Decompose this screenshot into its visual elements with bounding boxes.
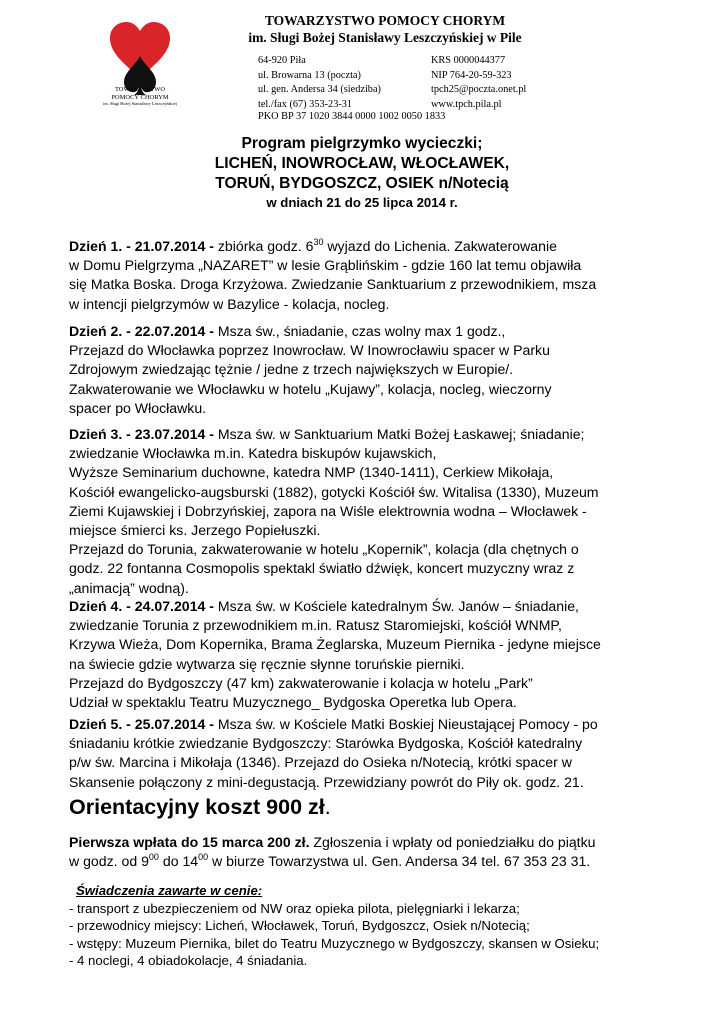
- day-line: Przejazd do Włocławka poprzez Inowrocław. W Inowrocławiu spacer w Parku: [69, 342, 550, 359]
- services-item: - 4 noclegi, 4 obiadokolacje, 4 śniadania.: [69, 953, 308, 968]
- title-line2: LICHEŃ, INOWROCŁAW, WŁOCŁAWEK,: [214, 155, 510, 172]
- day-1-paragraph: [69, 237, 669, 314]
- payment-text: w biurze Towarzystwa ul. Gen. Andersa 34 tel. 67 353 23 31.: [208, 853, 591, 870]
- day-line: śniadaniu krótkie zwiedzanie Bydgoszczy: Starówka Bydgoska, Kościół katedralny: [69, 735, 583, 752]
- title-line3: TORUŃ, BYDGOSZCZ, OSIEK n/Notecią: [215, 175, 509, 192]
- organization-name: [200, 12, 570, 46]
- time-superscript: 30: [313, 237, 324, 247]
- day-5-label: Dzień 5. - 25.07.2014 -: [69, 716, 214, 732]
- day-line: na świecie gdzie wytwarza się ręcznie słynne toruńskie pierniki.: [69, 655, 465, 672]
- page-title: [0, 134, 724, 212]
- logo-caption: [98, 86, 182, 107]
- org-name-line1: TOWARZYSTWO POMOCY CHORYM: [264, 13, 506, 28]
- contact-website[interactable]: www.tpch.pila.pl: [431, 98, 502, 110]
- day-2-paragraph: [69, 322, 669, 418]
- day-line: spacer po Włocławku.: [69, 399, 207, 416]
- day-line: Zakwaterowanie we Włocławku w hotelu „Kujawy”, kolacja, nocleg, wieczorny: [69, 380, 552, 397]
- contact-left-line: ul. gen. Andersa 34 (siedziba): [258, 84, 381, 95]
- day-text: Msza św. w Kościele Matki Boskiej Nieustającej Pomocy - po: [213, 716, 598, 732]
- day-line: p/w św. Marcina i Mikołaja (1346). Przejazd do Osieka n/Notecią, krótki spacer w: [69, 754, 572, 771]
- payment-paragraph: [69, 833, 669, 871]
- org-name-line2: im. Sługi Bożej Stanisławy Leszczyńskiej w Pile: [248, 30, 522, 45]
- title-dates: w dniach 21 do 25 lipca 2014 r.: [266, 195, 458, 210]
- day-line: miejsce śmierci ks. Jerzego Popiełuszki.: [69, 521, 321, 538]
- day-4-label: Dzień 4. - 24.07.2014 -: [69, 598, 214, 614]
- payment-first-installment: Pierwsza wpłata do 15 marca 200 zł.: [69, 834, 310, 850]
- payment-text: do 14: [158, 853, 199, 870]
- day-line: godz. 22 fontanna Cosmopolis spektakl światło dźwięk, koncert muzyczny wraz z: [69, 560, 575, 577]
- day-line: Skansenie połączony z mini-degustacją. Przewidziany powrót do Piły ok. godz. 21.: [69, 773, 584, 790]
- time-superscript: 00: [148, 852, 159, 863]
- logo-caption-line3: im. Sługi Bożej Stanisławy Leszczyńskiej: [103, 101, 177, 106]
- day-line: „animacją” wodną).: [69, 579, 189, 596]
- day-text: Msza św. w Kościele katedralnym Św. Janów – śniadanie,: [213, 598, 579, 614]
- day-text: Msza św., śniadanie, czas wolny max 1 godz.,: [213, 323, 506, 339]
- contact-left-line: tel./fax (67) 353-23-31: [258, 98, 353, 110]
- contact-left-line: ul. Browarna 13 (poczta): [258, 69, 361, 81]
- cost-period: .: [324, 795, 331, 819]
- day-line: Przejazd do Torunia, zakwaterowanie w hotelu „Kopernik”, kolacja (dla chętnych o: [69, 541, 579, 558]
- contact-email[interactable]: tpch25@poczta.onet.pl: [431, 84, 527, 95]
- day-3-label: Dzień 3. - 23.07.2014 -: [69, 426, 214, 442]
- services-item: - wstępy: Muzeum Piernika, bilet do Teatru Muzycznego w Bydgoszczy, skansen w Osieku;: [69, 935, 600, 951]
- cost-text: Orientacyjny koszt 900 zł: [69, 795, 325, 819]
- services-heading: Świadczenia zawarte w cenie:: [76, 883, 263, 898]
- day-line: Ziemi Kujawskiej i Dobrzyńskiej, zapora na Wiśle elektrownia wodna – Włocławek -: [69, 502, 587, 519]
- services-section: [69, 882, 599, 970]
- payment-text: w godz. od 9: [69, 853, 149, 870]
- contact-right-line: KRS 0000044377: [431, 55, 506, 66]
- time-superscript: 00: [198, 852, 209, 863]
- logo-caption-line2: POMOCY CHORYM: [111, 93, 169, 101]
- day-line: Kościół ewangelicko-augsburski (1882), gotycki Kościół św. Witalisa (1330), Muzeum: [69, 483, 599, 500]
- day-2-label: Dzień 2. - 22.07.2014 -: [69, 323, 214, 339]
- day-4-paragraph: [69, 597, 669, 712]
- day-line: Krzywa Wieża, Dom Kopernika, Brama Żeglarska, Muzeum Piernika - jedyne miejsce: [69, 636, 601, 653]
- contact-right-line: NIP 764-20-59-323: [431, 69, 512, 81]
- services-item: - przewodnicy miejscy: Licheń, Włocławek, Toruń, Bydgoszcz, Osiek n/Notecią;: [69, 918, 530, 933]
- day-3-paragraph: [69, 425, 669, 598]
- contact-left-line: 64-920 Piła: [258, 55, 306, 66]
- day-line: w Domu Pielgrzyma „NAZARET” w lesie Grąblińskim - gdzie 160 lat temu objawiła: [69, 257, 582, 274]
- bank-account: PKO BP 37 1020 3844 0000 1002 0050 1833: [258, 111, 446, 122]
- day-text: wyjazd do Lichenia. Zakwaterowanie: [323, 238, 557, 254]
- day-1-label: Dzień 1. - 21.07.2014 -: [69, 238, 214, 254]
- cost-heading: [69, 795, 331, 820]
- services-item: - transport z ubezpieczeniem od NW oraz opieka pilota, pielęgniarki i lekarza;: [69, 900, 520, 916]
- payment-text: Zgłoszenia i wpłaty od poniedziałku do piątku: [309, 834, 596, 850]
- logo-caption-line1: TOWARZYSTWO: [114, 86, 166, 93]
- day-line: zwiedzanie Włocławka m.in. Katedra biskupów kujawskich,: [69, 445, 437, 462]
- day-line: w intencji pielgrzymów w Bazylice - kolacja, nocleg.: [69, 295, 390, 312]
- day-line: zwiedzanie Torunia z przewodnikiem m.in. Ratusz Staromiejski, kościół WNMP,: [69, 617, 562, 634]
- day-text: Msza św. w Sanktuarium Matki Bożej Łaskawej; śniadanie;: [213, 426, 585, 442]
- day-line: Zdrojowym zwiedzając tężnie / jedne z trzech największych w Europie/.: [69, 361, 514, 378]
- title-line1: Program pielgrzymko wycieczki;: [241, 135, 483, 152]
- contact-address-column: [258, 54, 381, 112]
- day-line: się Matka Boska. Droga Krzyżowa. Zwiedzanie Sanktuarium z przewodnikiem, msza: [69, 276, 597, 293]
- day-5-paragraph: [69, 715, 669, 792]
- day-line: Wyższe Seminarium duchowne, katedra NMP (1340-1411), Cerkiew Mikołaja,: [69, 464, 554, 481]
- day-line: Przejazd do Bydgoszczy (47 km) zakwaterowanie i kolacja w hotelu „Park”: [69, 674, 533, 691]
- day-line: Udział w spektaklu Teatru Muzycznego_ Bydgoska Operetka lub Opera.: [69, 693, 517, 710]
- contact-registry-column: [431, 54, 526, 112]
- day-text: zbiórka godz. 6: [213, 238, 314, 254]
